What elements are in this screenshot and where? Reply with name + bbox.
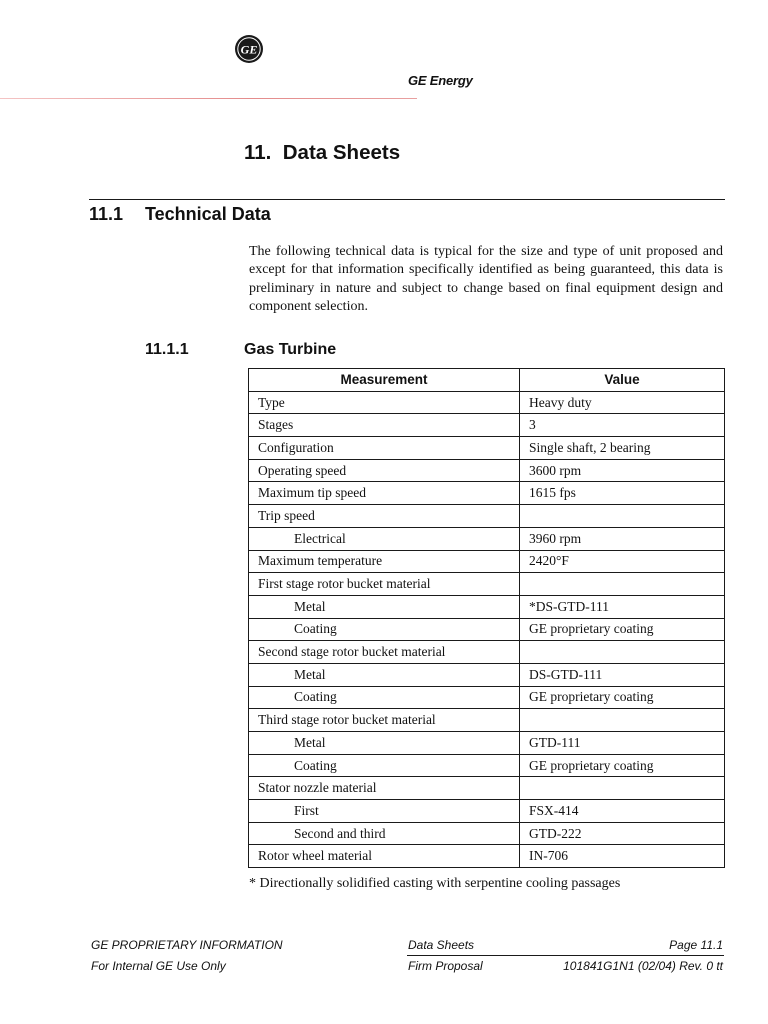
column-header-value: Value xyxy=(520,369,725,392)
header-divider xyxy=(0,98,417,99)
table-row xyxy=(249,595,725,618)
measurement-cell: Maximum tip speed xyxy=(249,482,520,505)
intro-paragraph: The following technical data is typical for the size and type of unit proposed and except for that information specifically identified as being guaranteed, this data is preliminary in nature and subject to change based on final equipment design and component selection. xyxy=(249,244,723,315)
measurement-cell: Second and third xyxy=(249,822,520,845)
measurement-cell: Coating xyxy=(249,686,520,709)
value-cell: 1615 fps xyxy=(520,482,725,505)
measurement-cell: Configuration xyxy=(249,437,520,460)
table-row xyxy=(249,686,725,709)
footer-document-id: 101841G1N1 (02/04) Rev. 0 tt xyxy=(563,959,723,973)
table-row xyxy=(249,709,725,732)
measurement-cell: Metal xyxy=(249,732,520,755)
measurement-cell: Trip speed xyxy=(249,505,520,528)
measurement-cell: Maximum temperature xyxy=(249,550,520,573)
measurement-cell: Second stage rotor bucket material xyxy=(249,641,520,664)
measurement-cell: Stages xyxy=(249,414,520,437)
table-row xyxy=(249,641,725,664)
table-row xyxy=(249,732,725,755)
value-cell xyxy=(520,777,725,800)
value-cell: GTD-111 xyxy=(520,732,725,755)
measurement-cell: Rotor wheel material xyxy=(249,845,520,868)
footer-proprietary: GE PROPRIETARY INFORMATION xyxy=(91,938,283,952)
table-header-row xyxy=(249,369,725,392)
chapter-title: 11. Data Sheets xyxy=(244,141,401,164)
footnote: * Directionally solidified casting with serpentine cooling passages xyxy=(249,876,621,891)
section-divider xyxy=(89,199,725,200)
measurement-cell: Metal xyxy=(249,663,520,686)
table-row xyxy=(249,527,725,550)
value-cell: *DS-GTD-111 xyxy=(520,595,725,618)
footer-page-number: Page 11.1 xyxy=(669,938,723,952)
table-row xyxy=(249,573,725,596)
value-cell: 2420°F xyxy=(520,550,725,573)
subsection-title: Gas Turbine xyxy=(244,341,337,358)
value-cell: GE proprietary coating xyxy=(520,686,725,709)
measurement-cell: Electrical xyxy=(249,527,520,550)
column-header-measurement: Measurement xyxy=(249,369,520,392)
table-row xyxy=(249,618,725,641)
table-row xyxy=(249,845,725,868)
table-row xyxy=(249,414,725,437)
measurement-cell: First xyxy=(249,800,520,823)
measurement-cell: First stage rotor bucket material xyxy=(249,573,520,596)
measurement-cell: Type xyxy=(249,391,520,414)
value-cell: DS-GTD-111 xyxy=(520,663,725,686)
footer-section-name: Data Sheets xyxy=(408,938,475,952)
value-cell xyxy=(520,505,725,528)
table-body xyxy=(249,391,725,867)
table-row xyxy=(249,459,725,482)
table-row xyxy=(249,391,725,414)
table-row xyxy=(249,550,725,573)
table-row xyxy=(249,482,725,505)
value-cell: 3 xyxy=(520,414,725,437)
value-cell: Single shaft, 2 bearing xyxy=(520,437,725,460)
value-cell: GTD-222 xyxy=(520,822,725,845)
value-cell: Heavy duty xyxy=(520,391,725,414)
brand-name: GE Energy xyxy=(408,73,473,88)
value-cell: 3960 rpm xyxy=(520,527,725,550)
value-cell xyxy=(520,709,725,732)
value-cell: GE proprietary coating xyxy=(520,618,725,641)
table-row xyxy=(249,777,725,800)
measurement-cell: Stator nozzle material xyxy=(249,777,520,800)
measurement-cell: Third stage rotor bucket material xyxy=(249,709,520,732)
ge-logo xyxy=(234,34,264,64)
value-cell: FSX-414 xyxy=(520,800,725,823)
table-row xyxy=(249,754,725,777)
value-cell: 3600 rpm xyxy=(520,459,725,482)
section-number: 11.1 xyxy=(89,204,124,224)
table-row xyxy=(249,822,725,845)
subsection-number: 11.1.1 xyxy=(145,341,189,358)
table-row xyxy=(249,505,725,528)
table-row xyxy=(249,663,725,686)
value-cell: IN-706 xyxy=(520,845,725,868)
footer-internal-use: For Internal GE Use Only xyxy=(91,959,226,973)
gas-turbine-table xyxy=(248,368,725,868)
footer-proposal-type: Firm Proposal xyxy=(408,959,483,973)
footer-divider xyxy=(407,955,724,956)
value-cell: GE proprietary coating xyxy=(520,754,725,777)
value-cell xyxy=(520,641,725,664)
measurement-cell: Coating xyxy=(249,754,520,777)
ge-logo-text: GE xyxy=(240,42,258,57)
measurement-cell: Metal xyxy=(249,595,520,618)
table-row xyxy=(249,800,725,823)
value-cell xyxy=(520,573,725,596)
table-row xyxy=(249,437,725,460)
section-title: Technical Data xyxy=(145,204,271,224)
measurement-cell: Operating speed xyxy=(249,459,520,482)
measurement-cell: Coating xyxy=(249,618,520,641)
